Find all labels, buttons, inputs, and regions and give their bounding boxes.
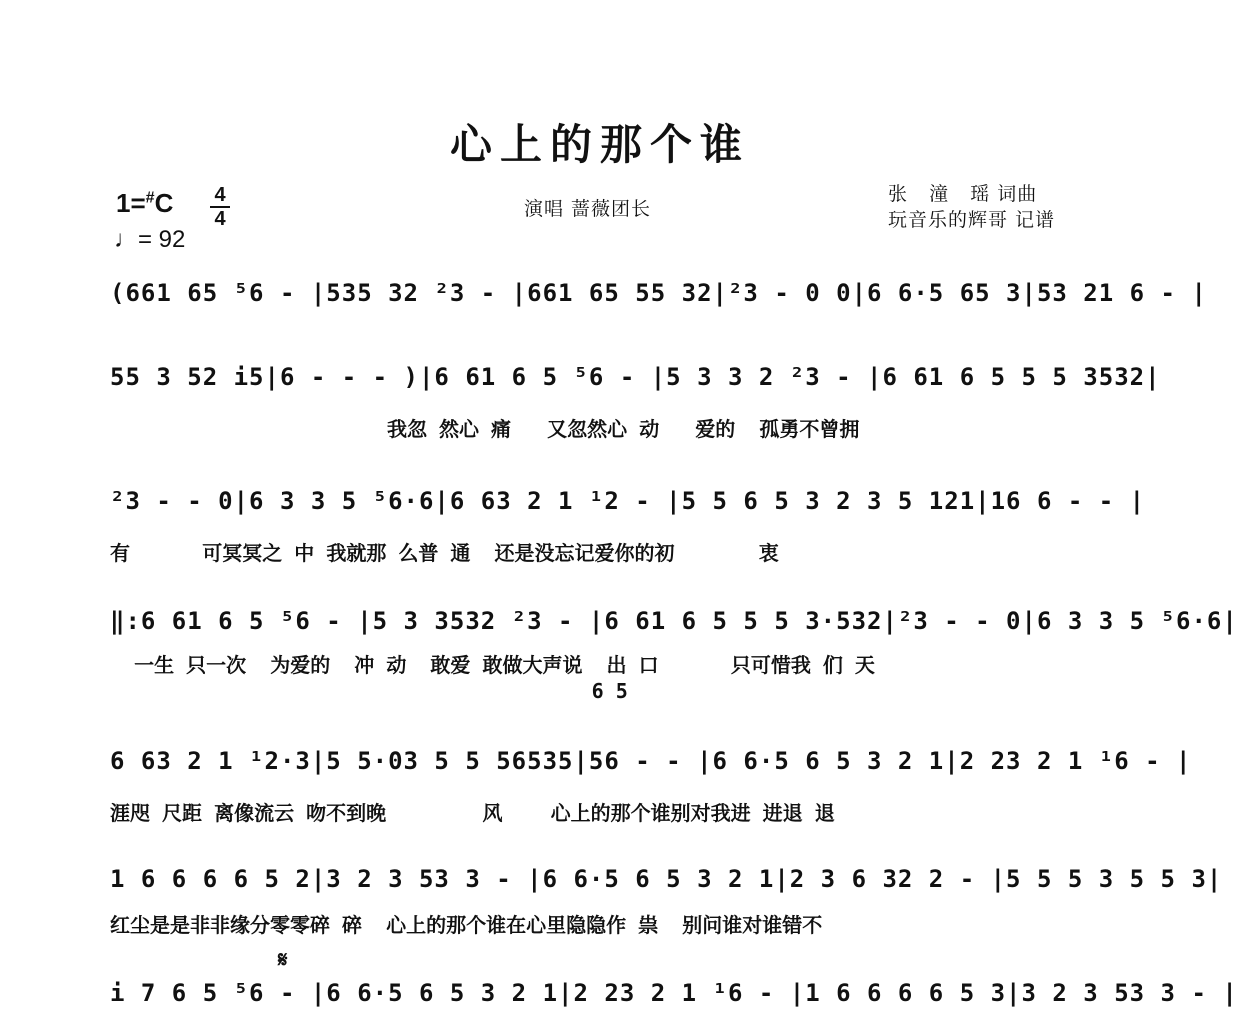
time-signature-top: 4 — [214, 184, 226, 206]
lyrics-line: 红尘是是非非缘分零零碎 碎 心上的那个谁在心里隐隐作 祟 别问谁对谁错不 — [110, 913, 823, 937]
notation-line: i 7 6 5 ⁵6 - |6 6·5 6 5 3 2 1|2 23 2 1 ¹6 - |1 6 6 6 6 5 3|3 2 3 53 3 - | — [110, 979, 1238, 1007]
notation-line: ‖:6 61 6 5 ⁵6 - |5 3 3532 ²3 - |6 61 6 5 5 5 3·532|²3 - - 0|6 3 3 5 ⁵6·6| — [110, 607, 1238, 635]
score-line-4 — [110, 604, 1238, 704]
notation-line: 55 3 52 i5|6 - - - )|6 61 6 5 ⁵6 - |5 3 3 2 ²3 - |6 61 6 5 5 5 3532| — [110, 363, 1161, 391]
credits — [888, 181, 1055, 233]
score-line-3 — [110, 484, 1146, 566]
performer: 演唱 蔷薇团长 — [524, 198, 652, 220]
time-signature-bottom: 4 — [214, 208, 226, 230]
segno-icon: 𝄋 — [278, 948, 288, 973]
key-signature — [116, 188, 173, 219]
score-line-5 — [110, 744, 1192, 826]
key-tonic: C — [154, 188, 174, 218]
score-line-7 — [110, 976, 1238, 1010]
score-line-1 — [110, 276, 1207, 310]
tempo-value: = 92 — [138, 226, 186, 253]
sharp-symbol: # — [145, 189, 155, 207]
notation-line: ²3 - - 0|6 3 3 5 ⁵6·6|6 63 2 1 ¹2 - |5 5 6 5 3 2 3 5 121|16 6 - - | — [110, 487, 1146, 515]
lyrics-line: 有 可冥冥之 中 我就那 么普 通 还是没忘记爱你的初 衷 — [110, 541, 779, 565]
key-label: 1= — [116, 188, 146, 218]
tempo-marking — [114, 226, 185, 254]
notation-line: 1 6 6 6 6 5 2|3 2 3 53 3 - |6 6·5 6 5 3 2 1|2 3 6 32 2 - |5 5 5 3 5 5 3| — [110, 865, 1223, 893]
lyrics-line: 我忽 然心 痛 又忽然心 动 爱的 孤勇不曾拥 — [110, 417, 860, 441]
quarter-note-icon: ♩ — [114, 226, 138, 253]
score-line-6 — [110, 862, 1223, 938]
credits-lyricist-composer: 张 潼 瑶 词曲 — [888, 183, 1038, 205]
credits-transcriber: 玩音乐的辉哥 记谱 — [888, 209, 1056, 231]
lyrics-line: 涯咫 尺距 离像流云 吻不到晚 风 心上的那个谁别对我进 进退 退 — [110, 801, 835, 825]
lyrics-line: 一生 只一次 为爱的 冲 动 敢爱 敢做大声说 出 口 只可惜我 们 天 — [110, 653, 875, 677]
song-title: 心上的那个谁 — [449, 120, 750, 169]
time-signature — [208, 185, 232, 229]
score-line-2 — [110, 360, 1161, 442]
notation-line: (661 65 ⁵6 - |535 32 ²3 - |661 65 55 32|²3 - 0 0|6 6·5 65 3|53 21 6 - | — [110, 279, 1207, 307]
notation-line: 6 63 2 1 ¹2·3|5 5·03 5 5 56535|56 - - |6 6·5 6 5 3 2 1|2 23 2 1 ¹6 - | — [110, 747, 1192, 775]
alternate-notes: 6 5 — [110, 679, 628, 703]
